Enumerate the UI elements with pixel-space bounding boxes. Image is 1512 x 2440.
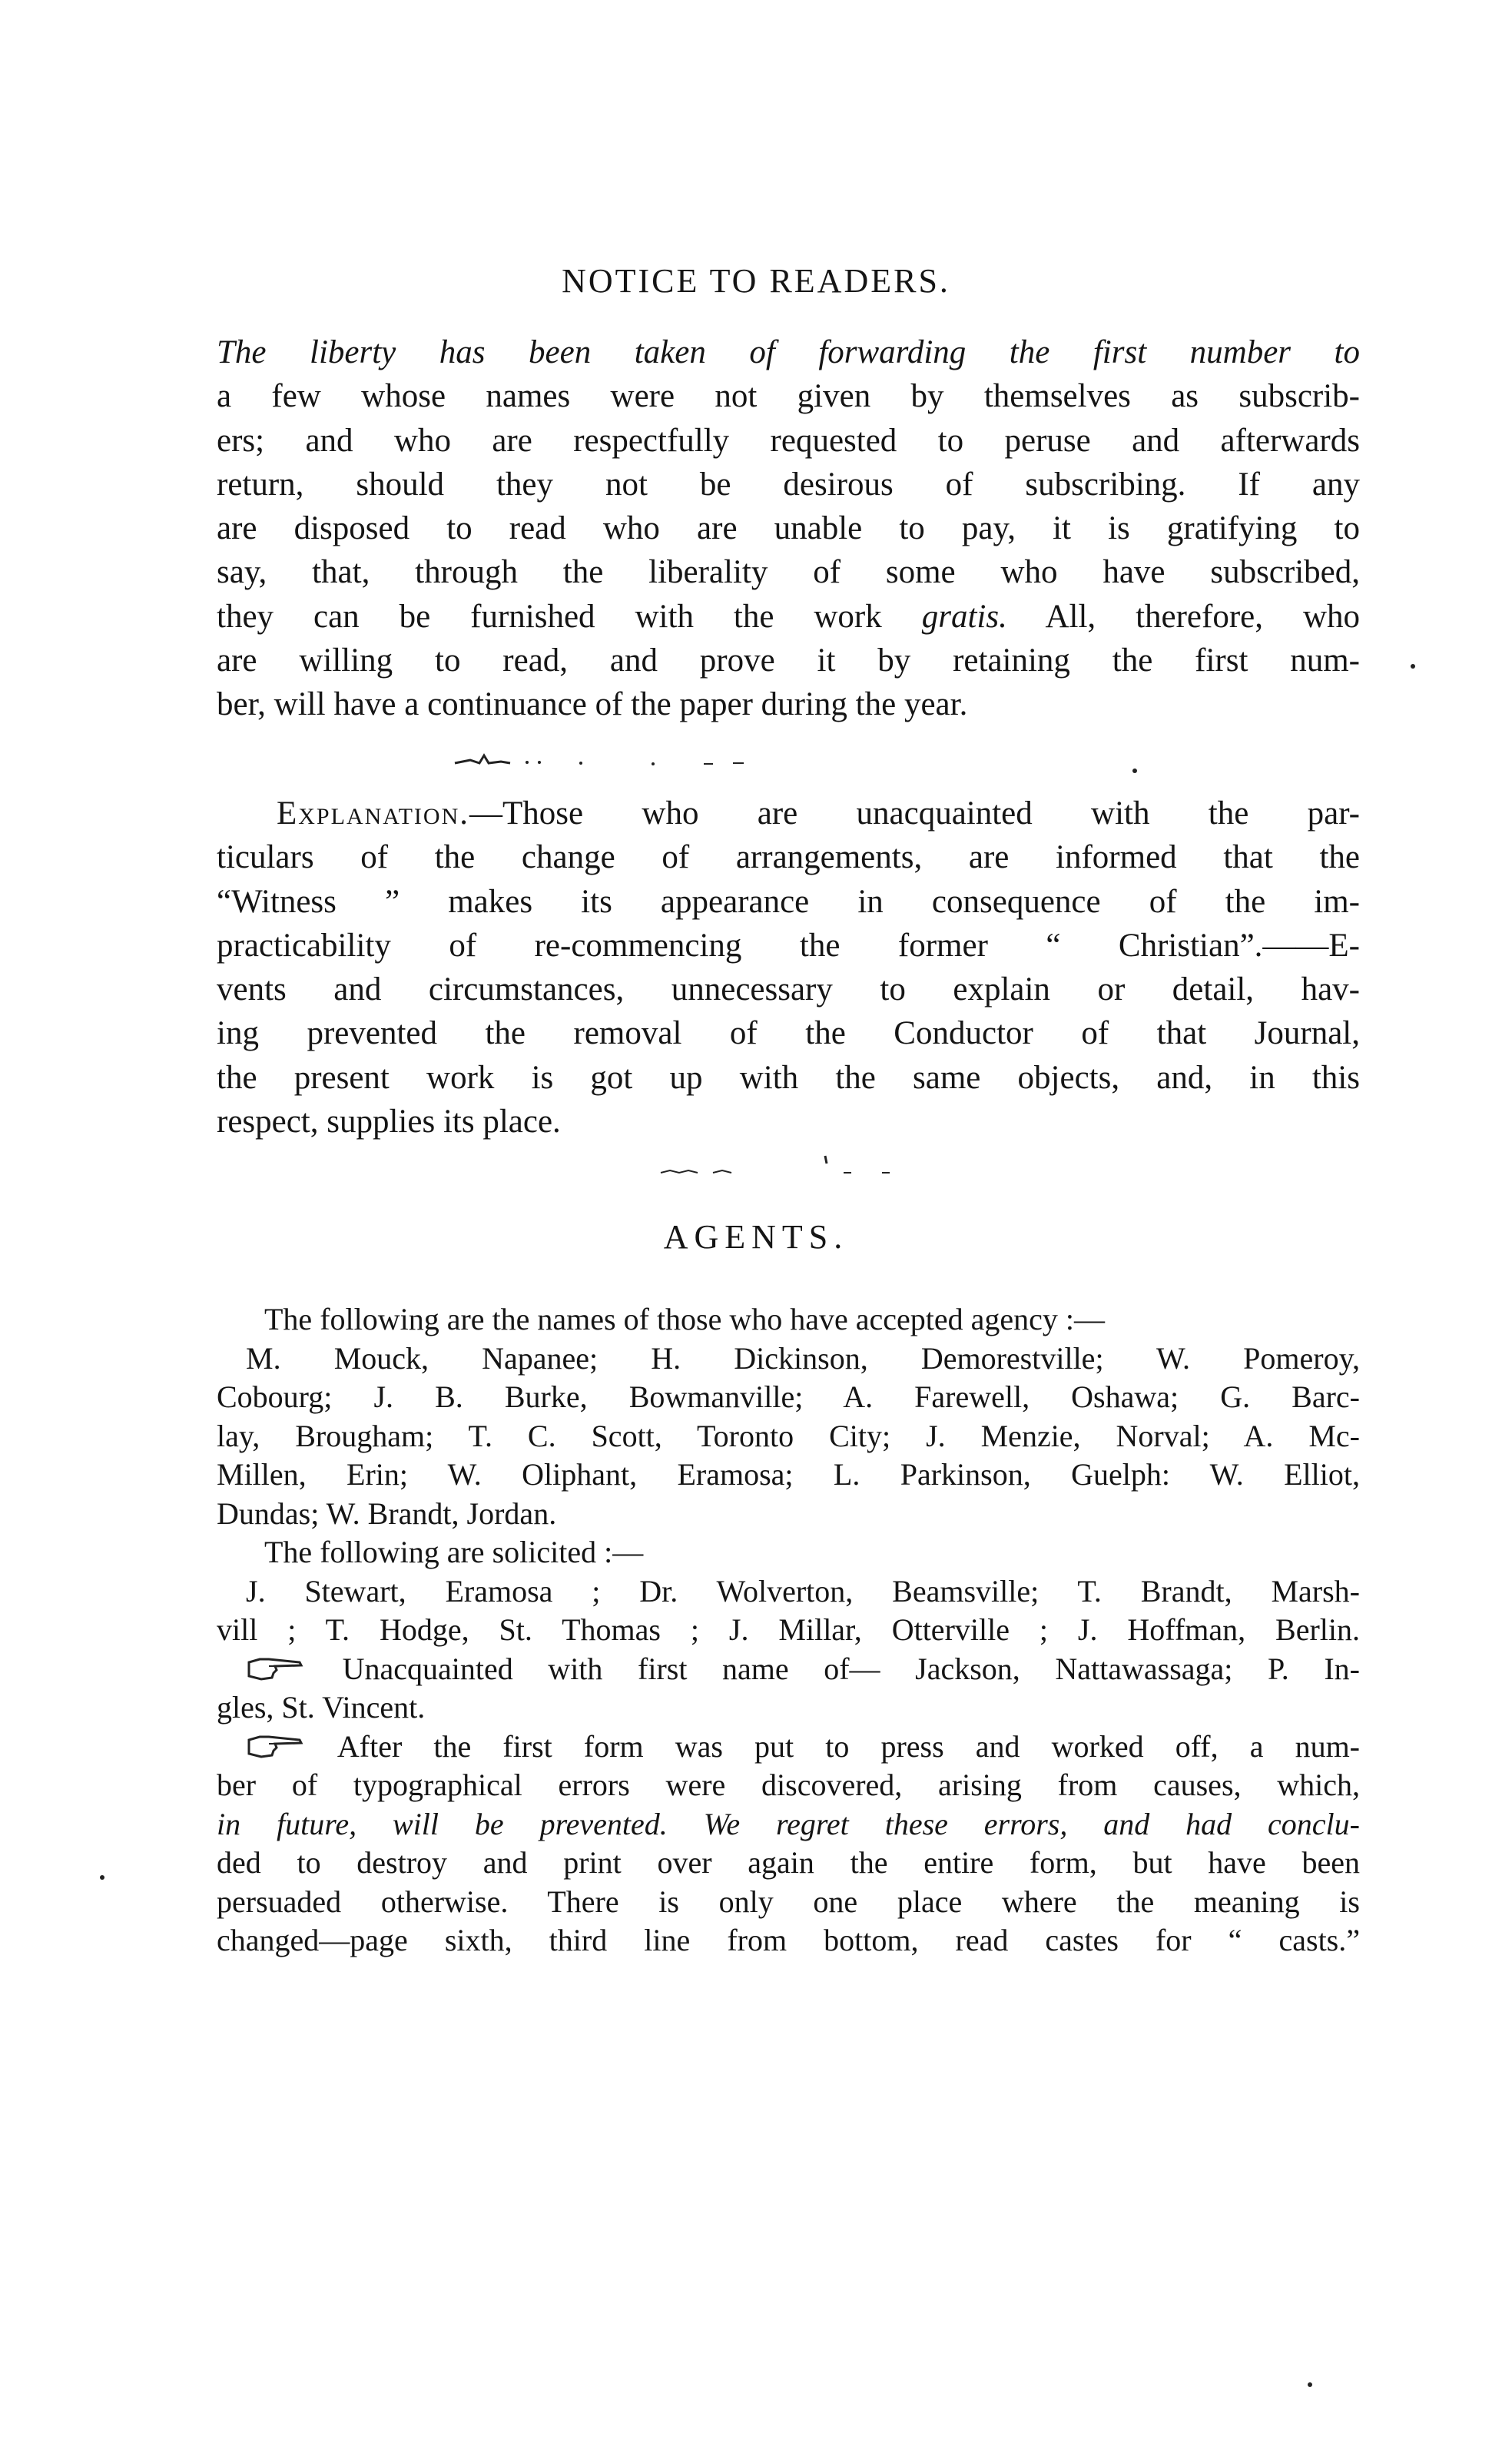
agents-line: persuaded otherwise. There is only one place where the meaning is: [217, 1884, 1360, 1919]
agents-title: AGENTS.: [663, 1218, 849, 1256]
agents-line: [217, 1805, 1360, 1844]
pointing-hand-icon: [246, 1731, 307, 1761]
ornamental-rule-icon: [659, 1153, 913, 1179]
notice-line-part: they can be furnished with the work: [217, 598, 882, 635]
agents-line: The following are solicited :—: [264, 1535, 644, 1569]
explanation-line: [217, 792, 1360, 835]
explanation-paragraph: [217, 792, 1360, 1144]
notice-line: ers; and who are respectfully requested to peruse and afterwards: [217, 422, 1360, 459]
notice-line: are willing to read, and prove it by retaining the first num-: [217, 642, 1360, 679]
notice-line: [217, 595, 1360, 639]
notice-title: NOTICE TO READERS.: [562, 262, 950, 300]
explanation-line: “Witness ” makes its appearance in consequence of the im-: [217, 883, 1360, 920]
agents-line: [217, 1650, 1360, 1689]
explanation-line: ticulars of the change of arrangements, are informed that the: [217, 839, 1360, 876]
notice-line-part: All, therefore, who: [1045, 598, 1360, 635]
notice-line: are disposed to read who are unable to pay, it is gratifying to: [217, 510, 1360, 547]
explanation-line: respect, supplies its place.: [217, 1104, 561, 1140]
stray-mark: [1411, 664, 1415, 669]
agents-line-part: Unacquainted with first name of— Jackson, Nattawassaga; P. In-: [342, 1651, 1360, 1686]
agents-line: lay, Brougham; T. C. Scott, Toronto City; J. Menzie, Norval; A. Mc-: [217, 1418, 1360, 1453]
agents-line-part: We regret these errors, and had conclu-: [703, 1806, 1360, 1841]
notice-line: ber, will have a continuance of the paper during the year.: [217, 686, 968, 723]
agents-line: changed—page sixth, third line from bottom, read castes for “ casts.”: [217, 1923, 1360, 1957]
explanation-line: the present work is got up with the same objects, and, in this: [217, 1059, 1360, 1096]
agents-line-part: After the first form was put to press and worked off, a num-: [337, 1728, 1360, 1764]
notice-line: a few whose names were not given by themselves as subscrib-: [217, 378, 1360, 415]
agents-line: Cobourg; J. B. Burke, Bowmanville; A. Farewell, Oshawa; G. Barc-: [217, 1379, 1360, 1414]
agents-line: The following are the names of those who have accepted agency :—: [264, 1302, 1106, 1336]
stray-mark: [1132, 769, 1137, 773]
explanation-line: practicability of re-commencing the former “ Christian”.——E-: [217, 927, 1360, 964]
agents-line-part: in future, will be prevented.: [217, 1806, 668, 1841]
explanation-line-part: —Those who are unacquainted with the par-: [469, 795, 1360, 832]
agents-line: ded to destroy and print over again the entire form, but have been: [217, 1845, 1360, 1880]
notice-paragraph: [217, 330, 1360, 727]
explanation-line: vents and circumstances, unnecessary to explain or detail, hav-: [217, 971, 1360, 1008]
explanation-line: ing prevented the removal of the Conductor of that Journal,: [217, 1015, 1360, 1052]
pointing-hand-icon: [246, 1653, 307, 1684]
agents-section: [217, 1300, 1360, 1960]
agents-line: ber of typographical errors were discovered, arising from causes, which,: [217, 1768, 1360, 1802]
explanation-heading: Explanation.: [277, 795, 470, 832]
notice-line: say, that, through the liberality of some who have subscribed,: [217, 554, 1360, 591]
gratis-word: gratis.: [921, 598, 1007, 635]
agents-line: Dundas; W. Brandt, Jordan.: [217, 1496, 557, 1531]
notice-line: return, should they not be desirous of subscribing. If any: [217, 466, 1360, 503]
agents-line: vill ; T. Hodge, St. Thomas ; J. Millar, Otterville ; J. Hoffman, Berlin.: [217, 1612, 1360, 1647]
agents-line: M. Mouck, Napanee; H. Dickinson, Demorestville; W. Pomeroy,: [246, 1340, 1360, 1376]
agents-line: Millen, Erin; W. Oliphant, Eramosa; L. Parkinson, Guelph: W. Elliot,: [217, 1457, 1360, 1492]
agents-line: [217, 1728, 1360, 1767]
ornamental-rule-icon: [453, 749, 776, 772]
stray-mark: [1308, 2382, 1312, 2387]
stray-mark: [100, 1875, 104, 1880]
notice-line: The liberty has been taken of forwarding the first number to: [217, 334, 1360, 370]
agents-line: gles, St. Vincent.: [217, 1690, 426, 1725]
agents-line: J. Stewart, Eramosa ; Dr. Wolverton, Beamsville; T. Brandt, Marsh-: [246, 1573, 1360, 1608]
